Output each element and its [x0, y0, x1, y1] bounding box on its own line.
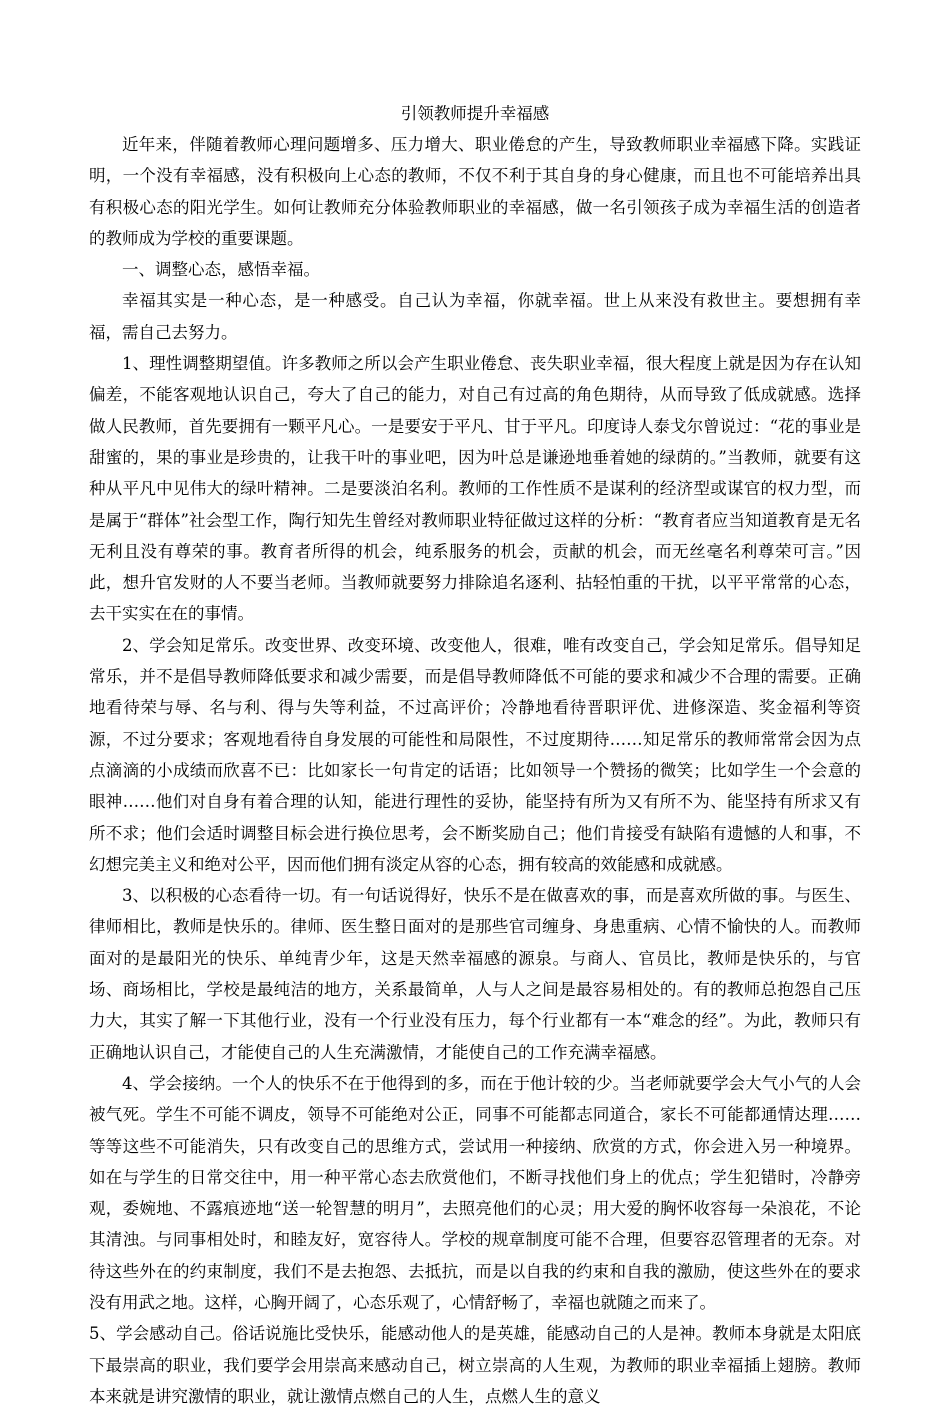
document-title: 引领教师提升幸福感: [400, 104, 550, 123]
body-paragraph: 4、学会接纳。一个人的快乐不在于他得到的多，而在于他计较的少。当老师就要学会大气小气的人会被气死。学生不可能不调皮，领导不可能绝对公正，同事不可能都志同道合，家长不可能都通情达理……等等这些不可能消失，只有改变自己的思维方式，尝试用一种接纳、欣赏的方式，你会进入另一种境界。如在与学生的日常交往中，用一种平常心态去欣赏他们，不断寻找他们身上的优点；学生犯错时，冷静旁观，委婉地、不露痕迹地“送一轮智慧的明月”，去照亮他们的心灵；用大爱的胸怀收容每一朵浪花，不论其清浊。与同事相处时，和睦友好，宽容待人。学校的规章制度可能不合理，但要容忍管理者的无奈。对待这些外在的约束制度，我们不是去抱怨、去抵抗，而是以自我的约束和自我的激励，使这些外在的要求没有用武之地。这样，心胸开阔了，心态乐观了，心情舒畅了，幸福也就随之而来了。: [89, 1073, 861, 1312]
document-body: [89, 129, 861, 1412]
body-paragraph: 3、以积极的心态看待一切。有一句话说得好，快乐不是在做喜欢的事，而是喜欢所做的事。与医生、律师相比，教师是快乐的。律师、医生整日面对的是那些官司缠身、身患重病、心情不愉快的人。而教师面对的是最阳光的快乐、单纯青少年，这是天然幸福感的源泉。与商人、官员比，教师是快乐的，与官场、商场相比，学校是最纯洁的地方，关系最简单，人与人之间是最容易相处的。有的教师总抱怨自己压力大，其实了解一下其他行业，没有一个行业没有压力，每个行业都有一本“难念的经”。为此，教师只有正确地认识自己，才能使自己的人生充满激情，才能使自己的工作充满幸福感。: [89, 886, 861, 1062]
body-paragraph: 1、理性调整期望值。许多教师之所以会产生职业倦怠、丧失职业幸福，很大程度上就是因为存在认知偏差，不能客观地认识自己，夸大了自己的能力，对自己有过高的角色期待，从而导致了低成就感。选择做人民教师，首先要拥有一颗平凡心。一是要安于平凡、甘于平凡。印度诗人泰戈尔曾说过：“花的事业是甜蜜的，果的事业是珍贵的，让我干叶的事业吧，因为叶总是谦逊地垂着她的绿荫的。”当教师，就要有这种从平凡中见伟大的绿叶精神。二是要淡泊名利。教师的工作性质不是谋利的经济型或谋官的权力型，而是属于“群体”社会型工作，陶行知先生曾经对教师职业特征做过这样的分析：“教育者应当知道教育是无名无利且没有尊荣的事。教育者所得的机会，纯系服务的机会，贡献的机会，而无丝毫名利尊荣可言。”因此，想升官发财的人不要当老师。当教师就要努力排除追名逐利、拈轻怕重的干扰，以平平常常的心态，去干实实在在的事情。: [89, 354, 861, 624]
body-paragraph: 近年来，伴随着教师心理问题增多、压力增大、职业倦怠的产生，导致教师职业幸福感下降。实践证明，一个没有幸福感，没有积极向上心态的教师，不仅不利于其自身的身心健康，而且也不可能培养出具有积极心态的阳光学生。如何让教师充分体验教师职业的幸福感，做一名引领孩子成为幸福生活的创造者的教师成为学校的重要课题。: [89, 135, 861, 248]
body-paragraph: 2、学会知足常乐。改变世界、改变环境、改变他人，很难，唯有改变自己，学会知足常乐。倡导知足常乐，并不是倡导教师降低要求和减少需要，而是倡导教师降低不可能的要求和减少不合理的需要。正确地看待荣与辱、名与利、得与失等利益，不过高评价；冷静地看待晋职评优、进修深造、奖金福利等资源，不过分要求；客观地看待自身发展的可能性和局限性，不过度期待……知足常乐的教师常常会因为点点滴滴的小成绩而欣喜不已：比如家长一句肯定的话语；比如领导一个赞扬的微笑；比如学生一个会意的眼神……他们对自身有着合理的认知，能进行理性的妥协，能坚持有所为又有所不为、能坚持有所求又有所不求；他们会适时调整目标会进行换位思考，会不断奖励自己；他们肯接受有缺陷有遗憾的人和事，不幻想完美主义和绝对公平，因而他们拥有淡定从容的心态，拥有较高的效能感和成就感。: [89, 635, 861, 874]
body-paragraph: 5、学会感动自己。俗话说施比受快乐，能感动他人的是英雄，能感动自己的人是神。教师本身就是太阳底下最崇高的职业，我们要学会用崇高来感动自己，树立崇高的人生观，为教师的职业幸福插上翅膀。教师本来就是讲究激情的职业，就让激情点燃自己的人生，点燃人生的意义: [89, 1324, 861, 1406]
body-paragraph: 一、调整心态，感悟幸福。: [122, 260, 320, 280]
document-page: [89, 98, 861, 1412]
body-paragraph: 幸福其实是一种心态，是一种感受。自己认为幸福，你就幸福。世上从来没有救世主。要想拥有幸福，需自己去努力。: [89, 291, 861, 342]
